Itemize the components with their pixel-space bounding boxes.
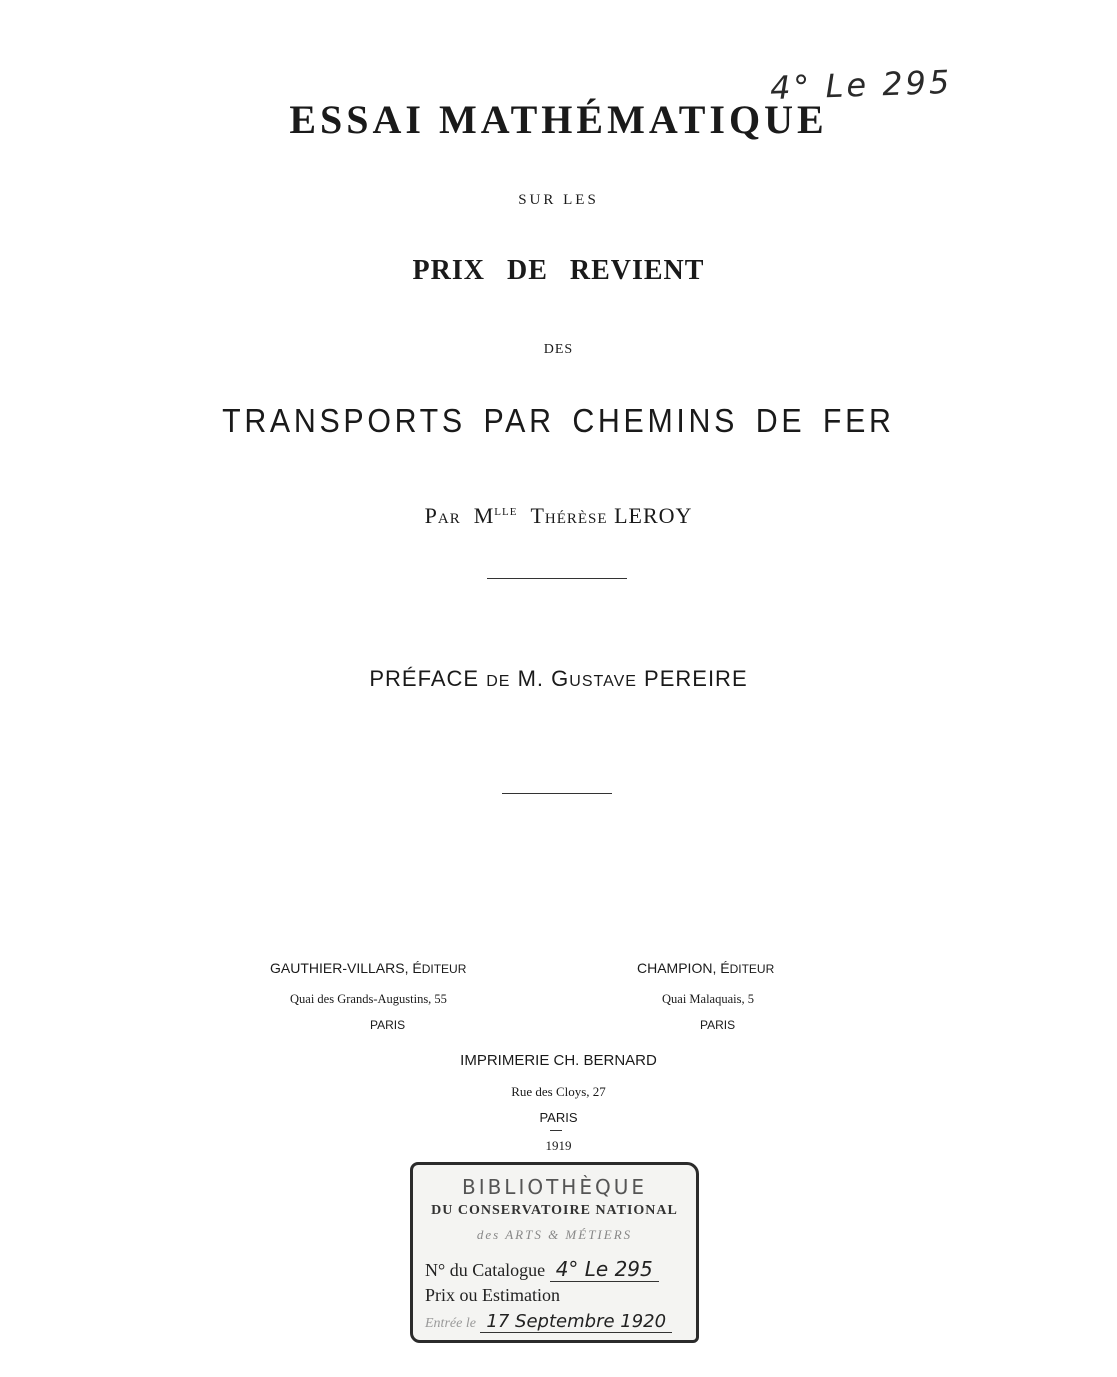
author-par-initial: P [424, 503, 438, 528]
publisher-left-name: GAUTHIER-VILLARS, ÉDITEUR [270, 960, 467, 976]
stamp-estimation-row [425, 1285, 560, 1306]
stamp-arts-metiers: des ARTS & MÉTIERS [476, 1227, 633, 1242]
stamp-entry-label: Entrée le [425, 1316, 476, 1331]
divider-rule [487, 578, 627, 579]
subtitle-transports: TRANSPORTS PAR CHEMINS DE FER [222, 402, 895, 439]
preface-word: PRÉFACE [369, 666, 480, 691]
printer-name: IMPRIMERIE CH. BERNARD [460, 1052, 657, 1069]
publisher-right-city: PARIS [700, 1018, 736, 1032]
author-surname: LEROY [614, 503, 693, 528]
publisher-right-address: Quai Malaquais, 5 [662, 992, 754, 1006]
publisher-right-name: CHAMPION, ÉDITEUR [637, 960, 775, 976]
preface-given-rest: USTAVE [569, 673, 637, 690]
divider-rule [502, 793, 612, 794]
library-stamp [410, 1162, 699, 1343]
publisher-left-city: PARIS [370, 1018, 406, 1032]
author-line [0, 503, 1117, 529]
handwritten-shelfmark: 4° Le 295 [769, 62, 953, 108]
stamp-entry-row [425, 1311, 672, 1332]
preface-line [0, 666, 1117, 692]
preface-de: DE [486, 673, 511, 690]
preface-m: M. [517, 666, 545, 691]
publication-year: 1919 [545, 1138, 572, 1153]
author-first-initial: T [530, 503, 545, 528]
stamp-conservatoire: DU CONSERVATOIRE NATIONAL [431, 1203, 678, 1218]
preface-surname: PEREIRE [644, 666, 748, 691]
stamp-catalogue-value: 4° Le 295 [550, 1257, 659, 1282]
author-title-m: M [473, 503, 495, 528]
subtitle-prix: PRIX DE REVIENT [412, 255, 705, 286]
author-par-rest: AR [437, 511, 461, 527]
printer-address: Rue des Cloys, 27 [511, 1084, 606, 1099]
stamp-library-name: BIBLIOTHÈQUE [461, 1175, 648, 1199]
subtitle-sur-les: SUR LES [518, 192, 599, 208]
book-title: ESSAI MATHÉMATIQUE [289, 97, 828, 142]
stamp-catalogue-row [425, 1257, 659, 1281]
subtitle-des: DES [543, 342, 574, 357]
printer-city: PARIS [539, 1110, 578, 1125]
stamp-catalogue-label: N° du Catalogue [425, 1260, 546, 1280]
stamp-estimation-label: Prix ou Estimation [425, 1285, 560, 1305]
publisher-left-address: Quai des Grands-Augustins, 55 [290, 992, 447, 1006]
author-title-lle: LLE [494, 506, 518, 518]
author-first-rest: HÉRÈSE [544, 511, 608, 527]
stamp-entry-value: 17 Septembre 1920 [480, 1311, 672, 1333]
divider-rule [550, 1130, 562, 1131]
preface-given-initial: G [551, 666, 570, 691]
